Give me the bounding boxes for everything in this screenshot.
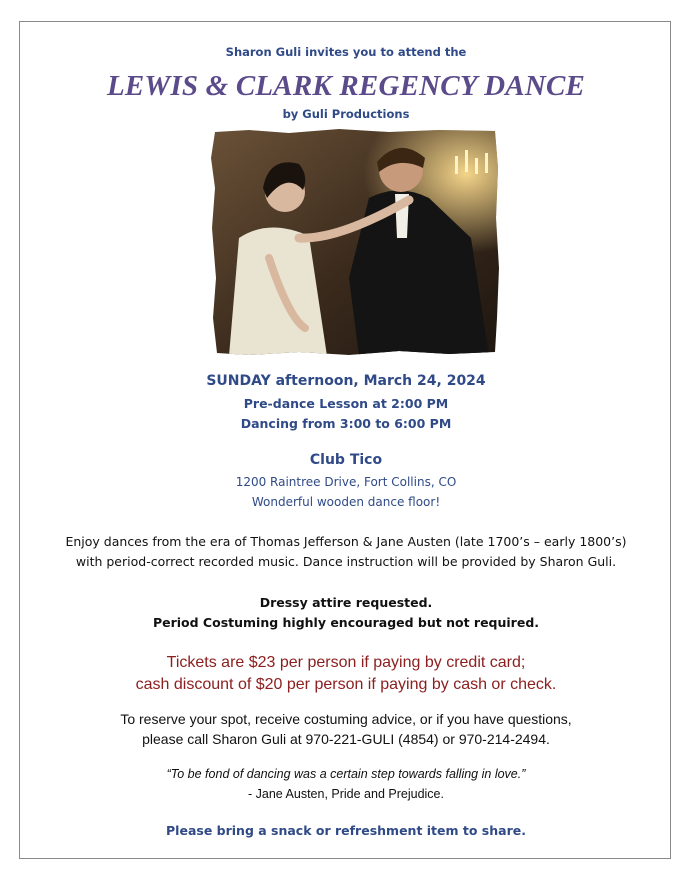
ticket-pricing	[20, 652, 672, 696]
snack-request: Please bring a snack or refreshment item to share.	[166, 823, 526, 838]
flyer	[19, 21, 671, 859]
event-date: SUNDAY afternoon, March 24, 2024	[206, 373, 486, 389]
invite-line: Sharon Guli invites you to attend the	[225, 45, 467, 59]
venue-name: Club Tico	[309, 452, 383, 468]
attire-requirement: Dressy attire requested.	[259, 595, 433, 610]
venue-address: 1200 Raintree Drive, Fort Collins, CO	[235, 475, 457, 489]
quote-text: “To be fond of dancing was a certain step towards falling in love.”	[166, 767, 526, 781]
dancing-couple-photo	[209, 128, 501, 356]
ticket-line-2: cash discount of $20 per person if paying by cash or check.	[135, 676, 557, 693]
reservation-info	[20, 709, 672, 749]
dancing-time: Dancing from 3:00 to 6:00 PM	[240, 416, 452, 431]
costume-note: Period Costuming highly encouraged but not required.	[152, 615, 540, 630]
reserve-line-2: please call Sharon Guli at 970-221-GULI (4854) or 970-214-2494.	[142, 731, 550, 747]
description-line-2: with period-correct recorded music. Dance instruction will be provided by Sharon Guli.	[75, 554, 617, 569]
reserve-line-1: To reserve your spot, receive costuming advice, or if you have questions,	[120, 711, 572, 727]
event-title: LEWIS & CLARK REGENCY DANCE	[106, 70, 586, 102]
quote-author: - Jane Austen,	[248, 787, 328, 801]
description-line-1: Enjoy dances from the era of Thomas Jefferson & Jane Austen (late 1700’s – early 1800’s)	[65, 534, 627, 549]
event-description	[20, 532, 672, 572]
quote-work: Pride and Prejudice.	[331, 787, 444, 801]
ticket-line-1: Tickets are $23 per person if paying by credit card;	[166, 654, 526, 671]
lesson-time: Pre-dance Lesson at 2:00 PM	[243, 396, 449, 411]
quote-citation	[20, 787, 672, 801]
byline: by Guli Productions	[282, 107, 410, 121]
venue-note: Wonderful wooden dance floor!	[251, 495, 441, 509]
